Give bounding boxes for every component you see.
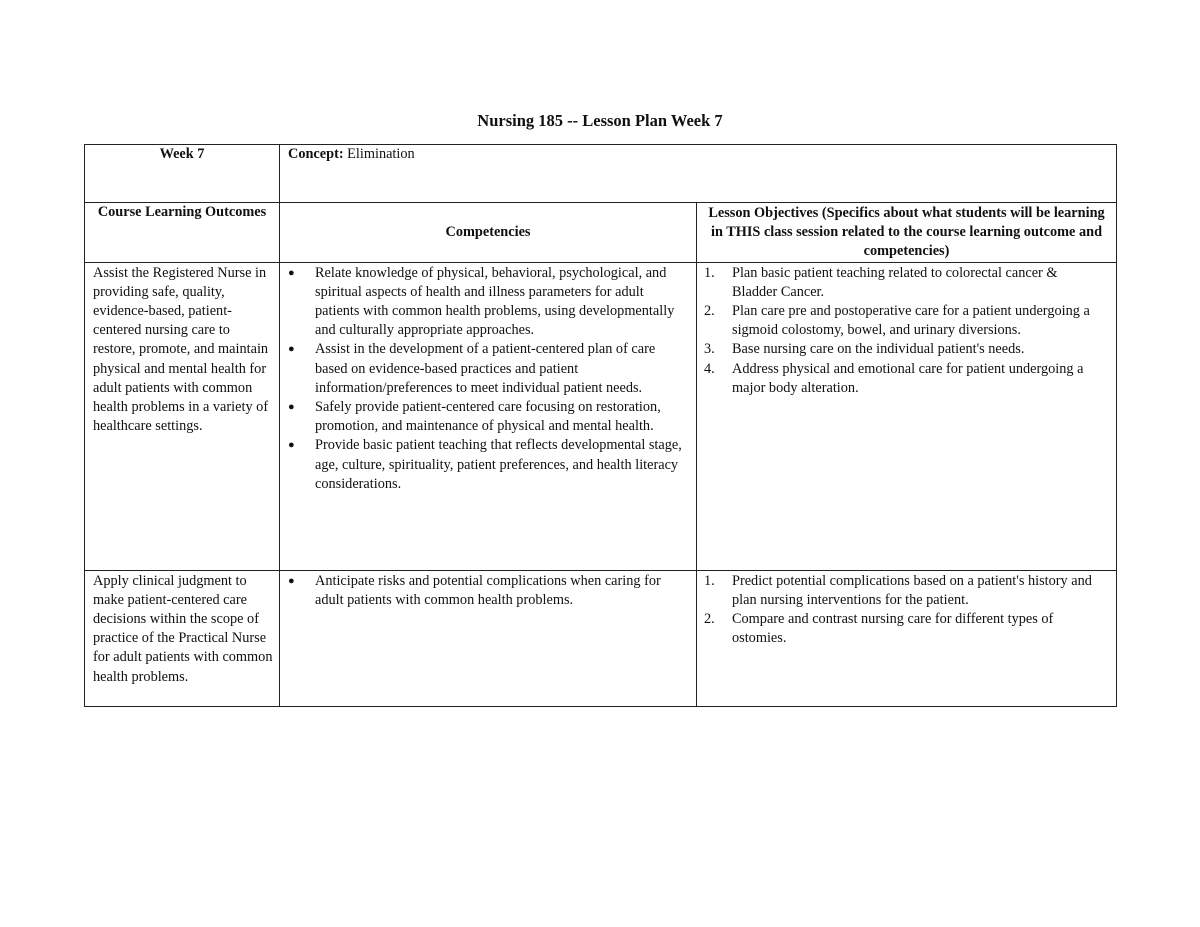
objectives-list [697, 263, 1116, 398]
list-item [704, 264, 1106, 302]
list-item [288, 340, 686, 398]
outcome-cell: Assist the Registered Nurse in providing safe, quality, evidence-based, patient-centered nursing care to restore, promote, and maintain physical and mental health for adult patients with common health problems in a variety of healthcare settings. [85, 262, 280, 570]
item-number: 1. [704, 572, 715, 589]
competencies-list [280, 571, 696, 610]
list-item [704, 572, 1106, 610]
week-row [85, 145, 1117, 203]
list-item [704, 302, 1106, 340]
item-number: 3. [704, 341, 715, 358]
list-item [288, 436, 686, 494]
competencies-list [280, 263, 696, 494]
list-item [704, 610, 1106, 648]
competencies-cell [280, 262, 697, 570]
objective-text: Compare and contrast nursing care for different types of ostomies. [732, 611, 1054, 647]
list-item [704, 360, 1106, 398]
bullet-icon: ● [288, 401, 295, 414]
page-title: Nursing 185 -- Lesson Plan Week 7 [477, 111, 723, 130]
objective-text: Plan basic patient teaching related to colorectal cancer & Bladder Cancer. [732, 264, 1058, 300]
objectives-cell [697, 570, 1117, 706]
competencies-cell [280, 570, 697, 706]
objectives-list [697, 571, 1116, 649]
objective-text: Predict potential complications based on a patient's history and plan nursing interventions for the patient. [732, 572, 1092, 608]
objective-text: Base nursing care on the individual patient's needs. [732, 341, 1025, 358]
header-outcomes: Course Learning Outcomes [85, 203, 280, 263]
item-number: 1. [704, 264, 715, 281]
concept-label: Concept: [288, 146, 344, 162]
lesson-plan-table [84, 144, 1117, 707]
table-row [85, 570, 1117, 706]
item-number: 2. [704, 611, 715, 628]
list-item [288, 264, 686, 341]
header-competencies: Competencies [280, 203, 697, 263]
outcome-cell: Apply clinical judgment to make patient-centered care decisions within the scope of practice of the Practical Nurse for adult patients with common health problems. [85, 570, 280, 706]
bullet-icon: ● [288, 439, 295, 452]
list-item [288, 572, 686, 610]
competency-text: Safely provide patient-centered care focusing on restoration, promotion, and maintenance of physical and mental health. [315, 399, 661, 435]
list-item [704, 340, 1106, 359]
competency-text: Anticipate risks and potential complications when caring for adult patients with common health problems. [315, 572, 661, 608]
list-item [288, 398, 686, 436]
competency-text: Relate knowledge of physical, behavioral, psychological, and spiritual aspects of health and illness parameters for adult patients with common health problems, using developmentally and culturally appropriate approaches. [315, 264, 675, 339]
header-objectives: Lesson Objectives (Specifics about what students will be learning in THIS class session related to the course learning outcome and competencies) [697, 203, 1117, 263]
competency-text: Provide basic patient teaching that reflects developmental stage, age, culture, spirituality, patient preferences, and health literacy considerations. [315, 437, 682, 492]
week-cell: Week 7 [85, 145, 280, 203]
bullet-icon: ● [288, 343, 295, 356]
bullet-icon: ● [288, 266, 295, 279]
concept-cell [280, 145, 1117, 203]
header-row [85, 203, 1117, 263]
item-number: 2. [704, 303, 715, 320]
bullet-icon: ● [288, 574, 295, 587]
objectives-cell [697, 262, 1117, 570]
table-row [85, 262, 1117, 570]
objective-text: Plan care pre and postoperative care for a patient undergoing a sigmoid colostomy, bowel, and urinary diversions. [732, 303, 1090, 339]
concept-value: Elimination [343, 146, 415, 162]
competency-text: Assist in the development of a patient-centered plan of care based on evidence-based practices and patient information/preferences to meet individual patient needs. [315, 341, 656, 396]
objective-text: Address physical and emotional care for patient undergoing a major body alteration. [732, 360, 1084, 396]
item-number: 4. [704, 360, 715, 377]
